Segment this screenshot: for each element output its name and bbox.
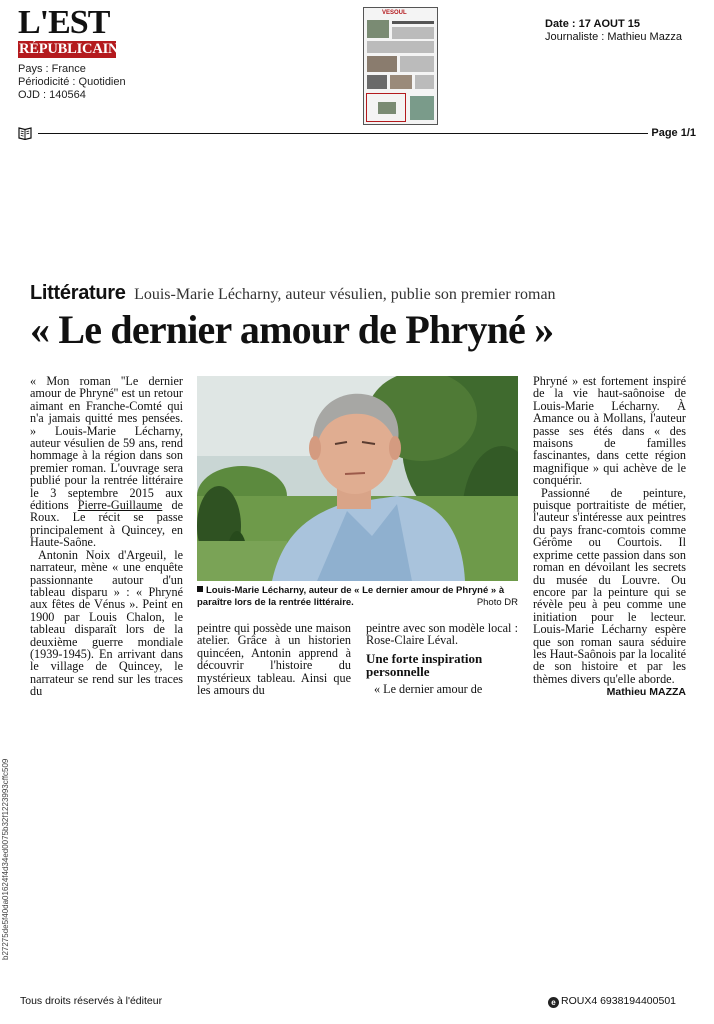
paragraph: Antonin Noix d'Argeuil, le narrateur, mène « une enquête passionnante autour d'un tableau disparu » : « Phryné aux fêtes de Vénus ». Peint en 1900 par Louis Chalon, le tableau disparaît lors de la deuxième guerre mondiale (1939-1945). En arrivant dans le village de Quincey, le narrateur se rend sur les traces du	[30, 547, 183, 699]
meta-ojd: OJD : 140564	[18, 89, 86, 101]
thumbnail-text	[400, 56, 434, 72]
publication-meta	[18, 63, 126, 102]
thumbnail-photo	[390, 75, 412, 89]
photo-credit: Photo DR	[476, 597, 518, 608]
logo-wordmark-top: L'EST	[18, 4, 110, 41]
thumbnail-text	[367, 41, 434, 53]
thumbnail-photo	[378, 102, 396, 114]
article-kicker	[30, 282, 556, 305]
thumbnail-photo	[410, 96, 434, 120]
rights-notice: Tous droits réservés à l'éditeur	[20, 995, 163, 1007]
thumbnail-headline	[392, 21, 434, 24]
paragraph: Passionné de peinture, puisque portraitiste de métier, l'auteur s'intéresse aux peintres du pays franc-comtois comme Gérôme ou Courtois. Il exprime cette passion dans son roman en dévoilant les secrets du musée du Louvre. Ou encore par la peinture qui se révèle peu à peu comme une initiation pour le lecteur. Louis-Marie Lécharny espère que son roman saura séduire les Haut-Saônois par la localité de son histoire et par les thèmes divers qu'elle aborde.	[533, 485, 686, 686]
kicker-subtitle: Louis-Marie Lécharny, auteur vésulien, publie son premier roman	[134, 286, 556, 303]
article-meta	[545, 18, 682, 44]
rubric: Littérature	[30, 282, 126, 304]
journalist: Journaliste : Mathieu Mazza	[545, 31, 682, 43]
author-signature: Mathieu MAZZA	[606, 686, 686, 699]
thumbnail-photo	[367, 56, 397, 72]
article-column-4	[533, 375, 686, 699]
newspaper-logo	[18, 4, 119, 58]
book-icon	[18, 126, 32, 140]
photo-caption	[197, 585, 518, 609]
article-subhead: Une forte inspiration personnelle	[366, 650, 483, 680]
e-badge-icon: e	[548, 997, 559, 1008]
article-date: Date : 17 AOUT 15	[545, 18, 640, 30]
publisher-name: Pierre-Guillaume	[77, 498, 163, 513]
paragraph: peintre qui possède une maison atelier. Grâce à un historien quincéen, Antonin apprend à découvrir l'histoire du mystérieux tableau. Ainsi que les amours du	[197, 621, 351, 698]
logo-wordmark-bottom: RÉPUBLICAIN	[19, 41, 119, 57]
thumbnail-text	[415, 75, 434, 89]
article-column-3	[366, 622, 518, 695]
document-hash: b27275de5f40da01624f4d34ed0075b32f1223993cffc509	[1, 758, 10, 960]
page-thumbnail[interactable]	[363, 7, 438, 125]
paragraph-text: « Mon roman ''Le dernier amour de Phryné'' est un retour aimant en Franche-Comté qui n'a jamais quitté mes pensées. » Louis-Marie Lécharny, auteur vésulien de 59 ans, rend hommage à la région dans son premier roman. L'ouvrage sera publié pour la rentrée littéraire le 3 septembre 2015 aux éditions	[30, 374, 183, 513]
article-column-1	[30, 375, 183, 698]
article-headline: « Le dernier amour de Phryné »	[30, 307, 554, 352]
paragraph	[30, 375, 183, 549]
meta-country: Pays : France	[18, 63, 86, 75]
caption-text: Louis-Marie Lécharny, auteur de « Le dernier amour de Phryné » à paraître lors de la rentrée littéraire.	[197, 585, 505, 608]
header-rule	[38, 133, 648, 134]
thumbnail-title: VESOUL	[382, 10, 407, 16]
meta-frequency: Périodicité : Quotidien	[18, 76, 126, 88]
author-photo	[197, 376, 518, 581]
caption-bullet-icon	[197, 586, 203, 592]
page-number: Page 1/1	[651, 127, 696, 139]
thumbnail-photo	[367, 75, 387, 89]
paragraph: « Le dernier amour de	[374, 681, 483, 696]
paragraph: peintre avec son modèle local : Rose-Claire Léval.	[366, 621, 518, 648]
thumbnail-text	[392, 27, 434, 39]
paragraph: Phryné » est fortement inspiré de la vie haut-saônoise de Louis-Marie Lécharny. À Amance ou à Mollans, l'auteur passe ses étés dans « des maisons de familles fascinantes, dans cette région magnifique » qui achève de le conquérir.	[533, 374, 686, 488]
thumbnail-photo	[367, 20, 389, 38]
paragraph-text: de Roux. Le récit se passe principalement à Quincey, en Haute-Saône.	[30, 498, 183, 550]
document-code	[548, 995, 676, 1008]
article-column-2	[197, 622, 351, 696]
document-code-text: ROUX4 6938194400501	[560, 995, 676, 1007]
